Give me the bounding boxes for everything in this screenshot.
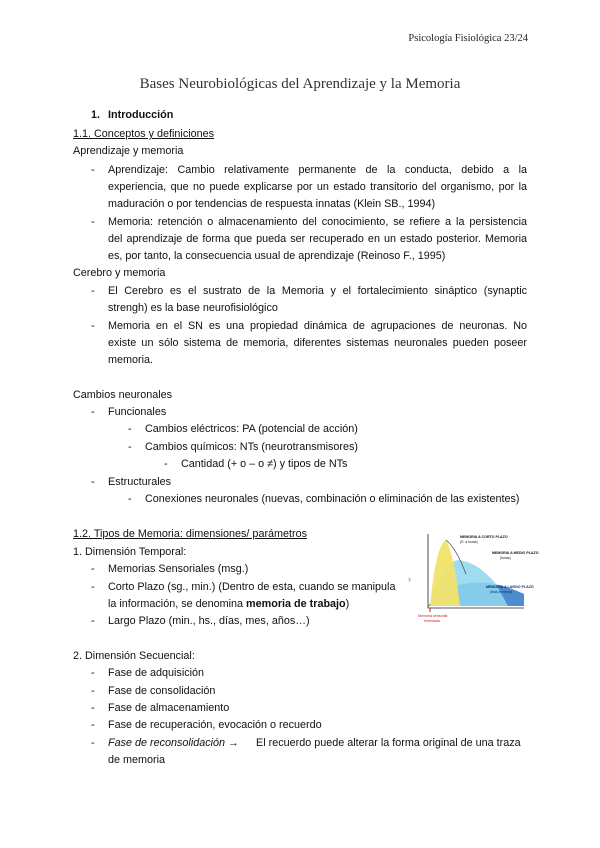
bullet-dash: - (91, 476, 95, 488)
paragraph-line: es, por tanto, la consecuencia usual de aprendizaje (Reinoso F., 1995) (108, 250, 446, 262)
group-label: 1. Dimensión Temporal: (73, 546, 187, 558)
paragraph-line: strengh) es la base neurofisiológico (108, 302, 278, 314)
bullet-dash: - (91, 685, 95, 697)
list-item: Estructurales (108, 476, 172, 488)
label-sensory: Memoria sensorial (418, 614, 448, 618)
bullet-dash: - (128, 423, 132, 435)
group-label: 2. Dimensión Secuencial: (73, 650, 195, 662)
paragraph-line: memoria. (108, 354, 153, 366)
list-item: Largo Plazo (min., hs., días, mes, años…) (108, 615, 310, 627)
bullet-dash: - (128, 441, 132, 453)
memory-timeline-figure (416, 524, 539, 624)
list-item: El recuerdo puede alterar la forma original de una traza (256, 737, 521, 749)
bullet-dash: - (91, 667, 95, 679)
list-item: Fase de consolidación (108, 685, 216, 697)
label-medium-term: MEMORIA A MEDIO PLAZO (492, 551, 539, 555)
section-heading: Introducción (108, 109, 174, 121)
bullet-dash: - (91, 702, 95, 714)
group-label: Cambios neuronales (73, 389, 173, 401)
label-sensory-sub: Inmediata (424, 619, 440, 623)
paragraph-line: maduración o por tendencias de respuesta innatas (Klein SB., 1994) (108, 198, 436, 210)
bold-term: memoria de trabajo (246, 598, 346, 610)
bullet-dash: - (128, 493, 132, 505)
bullet-dash: - (164, 458, 168, 470)
list-item: Fase de almacenamiento (108, 702, 230, 714)
paragraph-line: Aprendizaje: Cambio relativamente permanente de la conducta, debido a la (108, 164, 527, 176)
list-item-continued: de memoria (108, 754, 166, 766)
paragraph-line: El Cerebro es el sustrato de la Memoria y el fortalecimiento sináptico (synaptic (108, 285, 527, 297)
paragraph-line: Memoria: retención o almacenamiento del conocimiento, se refiere a la persistencia (108, 216, 527, 228)
section-number: 1. (91, 109, 101, 121)
list-item: Cambios químicos: NTs (neurotransmisores) (145, 441, 359, 453)
bullet-dash: - (91, 406, 95, 418)
list-item: Memorias Sensoriales (msg.) (108, 563, 249, 575)
page-header: Psicología Fisiológica 23/24 (408, 33, 528, 44)
list-item: Conexiones neuronales (nuevas, combinación o eliminación de las existentes) (145, 493, 520, 505)
list-item: Cambios eléctricos: PA (potencial de acción) (145, 423, 358, 435)
paragraph-line: experiencia, que no puede explicarse por un estado transitorio del organismo, por la (108, 181, 527, 193)
subsection-heading: 1.2. Tipos de Memoria: dimensiones/ parámetros (73, 528, 308, 540)
bullet-dash: - (91, 719, 95, 731)
label-short-term: MEMORIA A CORTO PLAZO (460, 535, 508, 539)
label-long-term-sub: (días a meses) (490, 590, 513, 594)
group-label: Aprendizaje y memoria (73, 145, 184, 157)
label-medium-term-sub: (horas) (500, 556, 511, 560)
label-short-term-sub: (S. a horas) (460, 540, 478, 544)
list-item: Funcionales (108, 406, 167, 418)
bullet-dash: - (91, 164, 95, 176)
bullet-dash: - (91, 737, 95, 749)
list-item-continued (108, 597, 349, 611)
figure-chevron-icon: › (408, 574, 411, 584)
text-run: ) (345, 598, 350, 610)
bullet-dash: - (91, 615, 95, 627)
bullet-dash: - (91, 581, 95, 593)
list-item: Corto Plazo (sg., min.) (Dentro de esta, cuando se manipula (108, 581, 396, 593)
paragraph-line: existe un sólo sistema de memoria, diferentes sistemas neuronales pueden poseer (108, 337, 527, 349)
bullet-dash: - (91, 285, 95, 297)
list-item: Cantidad (+ o – o ≠) y tipos de NTs (181, 458, 348, 470)
paragraph-line: Memoria en el SN es una propiedad dinámica de agrupaciones de neuronas. No (108, 320, 527, 332)
bullet-dash: - (91, 563, 95, 575)
bullet-dash: - (91, 320, 95, 332)
paragraph-line: del aprendizaje de forma que pueda ser recuperado en un estado posterior. Memoria (108, 233, 527, 245)
document-title: Bases Neurobiológicas del Aprendizaje y la Memoria (139, 76, 461, 92)
list-item-italic: Fase de reconsolidación → (108, 737, 239, 749)
list-item: Fase de recuperación, evocación o recuerdo (108, 719, 322, 731)
list-item: Fase de adquisición (108, 667, 205, 679)
group-label: Cerebro y memoria (73, 267, 166, 279)
bullet-dash: - (91, 216, 95, 228)
subsection-heading: 1.1. Conceptos y definiciones (73, 128, 215, 140)
label-long-term: MEMORIA A LARGO PLAZO (486, 585, 534, 589)
text-run: la información, se denomina (108, 598, 247, 610)
